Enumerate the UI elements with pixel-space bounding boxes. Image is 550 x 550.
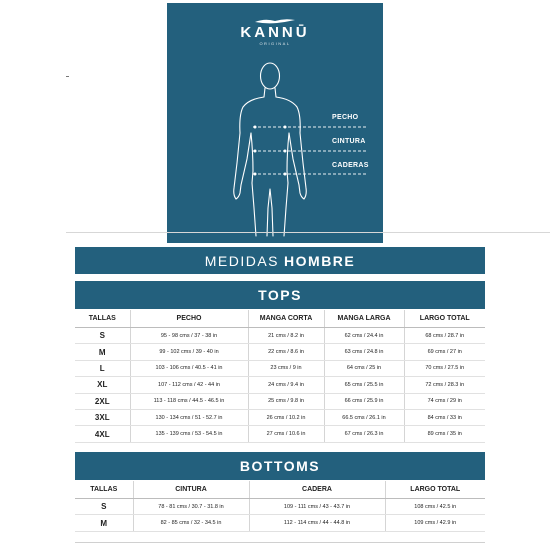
tops-table <box>75 310 485 443</box>
header-tallas: TALLAS <box>75 481 133 499</box>
margin-mark <box>66 76 69 77</box>
table-cell: 22 cms / 8.6 in <box>248 344 324 360</box>
brand-name: KANNŪ <box>240 24 310 41</box>
label-pecho: PECHO <box>332 114 359 121</box>
table-cell: 109 cms / 42.9 in <box>385 515 485 531</box>
table-row <box>75 515 485 531</box>
table-cell: 112 - 114 cms / 44 - 44.8 in <box>249 515 385 531</box>
table-cell: 103 - 106 cms / 40.5 - 41 in <box>130 360 248 376</box>
table-row <box>75 409 485 425</box>
divider <box>66 232 550 233</box>
size-cell: 4XL <box>75 426 130 442</box>
size-cell: XL <box>75 377 130 393</box>
table-cell: 82 - 85 cms / 32 - 34.5 in <box>133 515 249 531</box>
table-cell: 64 cms / 25 in <box>324 360 404 376</box>
size-cell: 3XL <box>75 409 130 425</box>
header-largo-total: LARGO TOTAL <box>385 481 485 499</box>
title-emphasis: HOMBRE <box>284 252 356 269</box>
table-cell: 135 - 139 cms / 53 - 54.5 in <box>130 426 248 442</box>
header-tallas: TALLAS <box>75 310 130 328</box>
table-cell: 26 cms / 10.2 in <box>248 409 324 425</box>
bottoms-header-row <box>75 481 485 499</box>
table-cell: 25 cms / 9.8 in <box>248 393 324 409</box>
table-bottom-edge <box>75 542 485 543</box>
table-cell: 95 - 98 cms / 37 - 38 in <box>130 328 248 344</box>
table-cell: 113 - 118 cms / 44.5 - 46.5 in <box>130 393 248 409</box>
size-cell: 2XL <box>75 393 130 409</box>
table-cell: 84 cms / 33 in <box>404 409 485 425</box>
table-cell: 24 cms / 9.4 in <box>248 377 324 393</box>
table-cell: 89 cms / 35 in <box>404 426 485 442</box>
table-cell: 99 - 102 cms / 39 - 40 in <box>130 344 248 360</box>
title-prefix: MEDIDAS <box>204 252 280 269</box>
bottoms-banner: BOTTOMS <box>75 452 485 480</box>
table-row <box>75 344 485 360</box>
table-cell: 70 cms / 27.5 in <box>404 360 485 376</box>
label-caderas: CADERAS <box>332 162 369 169</box>
title-banner <box>75 247 485 274</box>
header-cintura: CINTURA <box>133 481 249 499</box>
brand-tagline: ORIGINAL <box>259 41 291 46</box>
table-cell: 68 cms / 28.7 in <box>404 328 485 344</box>
table-cell: 72 cms / 28.3 in <box>404 377 485 393</box>
table-cell: 66.5 cms / 26.1 in <box>324 409 404 425</box>
table-cell: 21 cms / 8.2 in <box>248 328 324 344</box>
size-cell: S <box>75 499 133 515</box>
table-cell: 62 cms / 24.4 in <box>324 328 404 344</box>
table-row <box>75 377 485 393</box>
table-cell: 23 cms / 9 in <box>248 360 324 376</box>
table-cell: 108 cms / 42.5 in <box>385 499 485 515</box>
table-cell: 63 cms / 24.8 in <box>324 344 404 360</box>
size-cell: L <box>75 360 130 376</box>
table-cell: 107 - 112 cms / 42 - 44 in <box>130 377 248 393</box>
table-row <box>75 328 485 344</box>
label-cintura: CINTURA <box>332 138 366 145</box>
header-manga-larga: MANGA LARGA <box>324 310 404 328</box>
table-cell: 67 cms / 26.3 in <box>324 426 404 442</box>
size-cell: S <box>75 328 130 344</box>
table-cell: 109 - 111 cms / 43 - 43.7 in <box>249 499 385 515</box>
table-cell: 66 cms / 25.9 in <box>324 393 404 409</box>
tops-header-row <box>75 310 485 328</box>
table-cell: 69 cms / 27 in <box>404 344 485 360</box>
body-silhouette-icon <box>167 3 383 243</box>
size-cell: M <box>75 344 130 360</box>
header-largo-total: LARGO TOTAL <box>404 310 485 328</box>
tops-banner: TOPS <box>75 281 485 309</box>
table-cell: 27 cms / 10.6 in <box>248 426 324 442</box>
table-cell: 78 - 81 cms / 30.7 - 31.8 in <box>133 499 249 515</box>
table-row <box>75 499 485 515</box>
header-manga-corta: MANGA CORTA <box>248 310 324 328</box>
table-cell: 65 cms / 25.5 in <box>324 377 404 393</box>
size-guide-poster <box>167 3 383 243</box>
header-pecho: PECHO <box>130 310 248 328</box>
table-cell: 130 - 134 cms / 51 - 52.7 in <box>130 409 248 425</box>
table-row <box>75 360 485 376</box>
header-cadera: CADERA <box>249 481 385 499</box>
table-row <box>75 393 485 409</box>
bottoms-table <box>75 481 485 532</box>
table-cell: 74 cms / 29 in <box>404 393 485 409</box>
table-row <box>75 426 485 442</box>
size-cell: M <box>75 515 133 531</box>
